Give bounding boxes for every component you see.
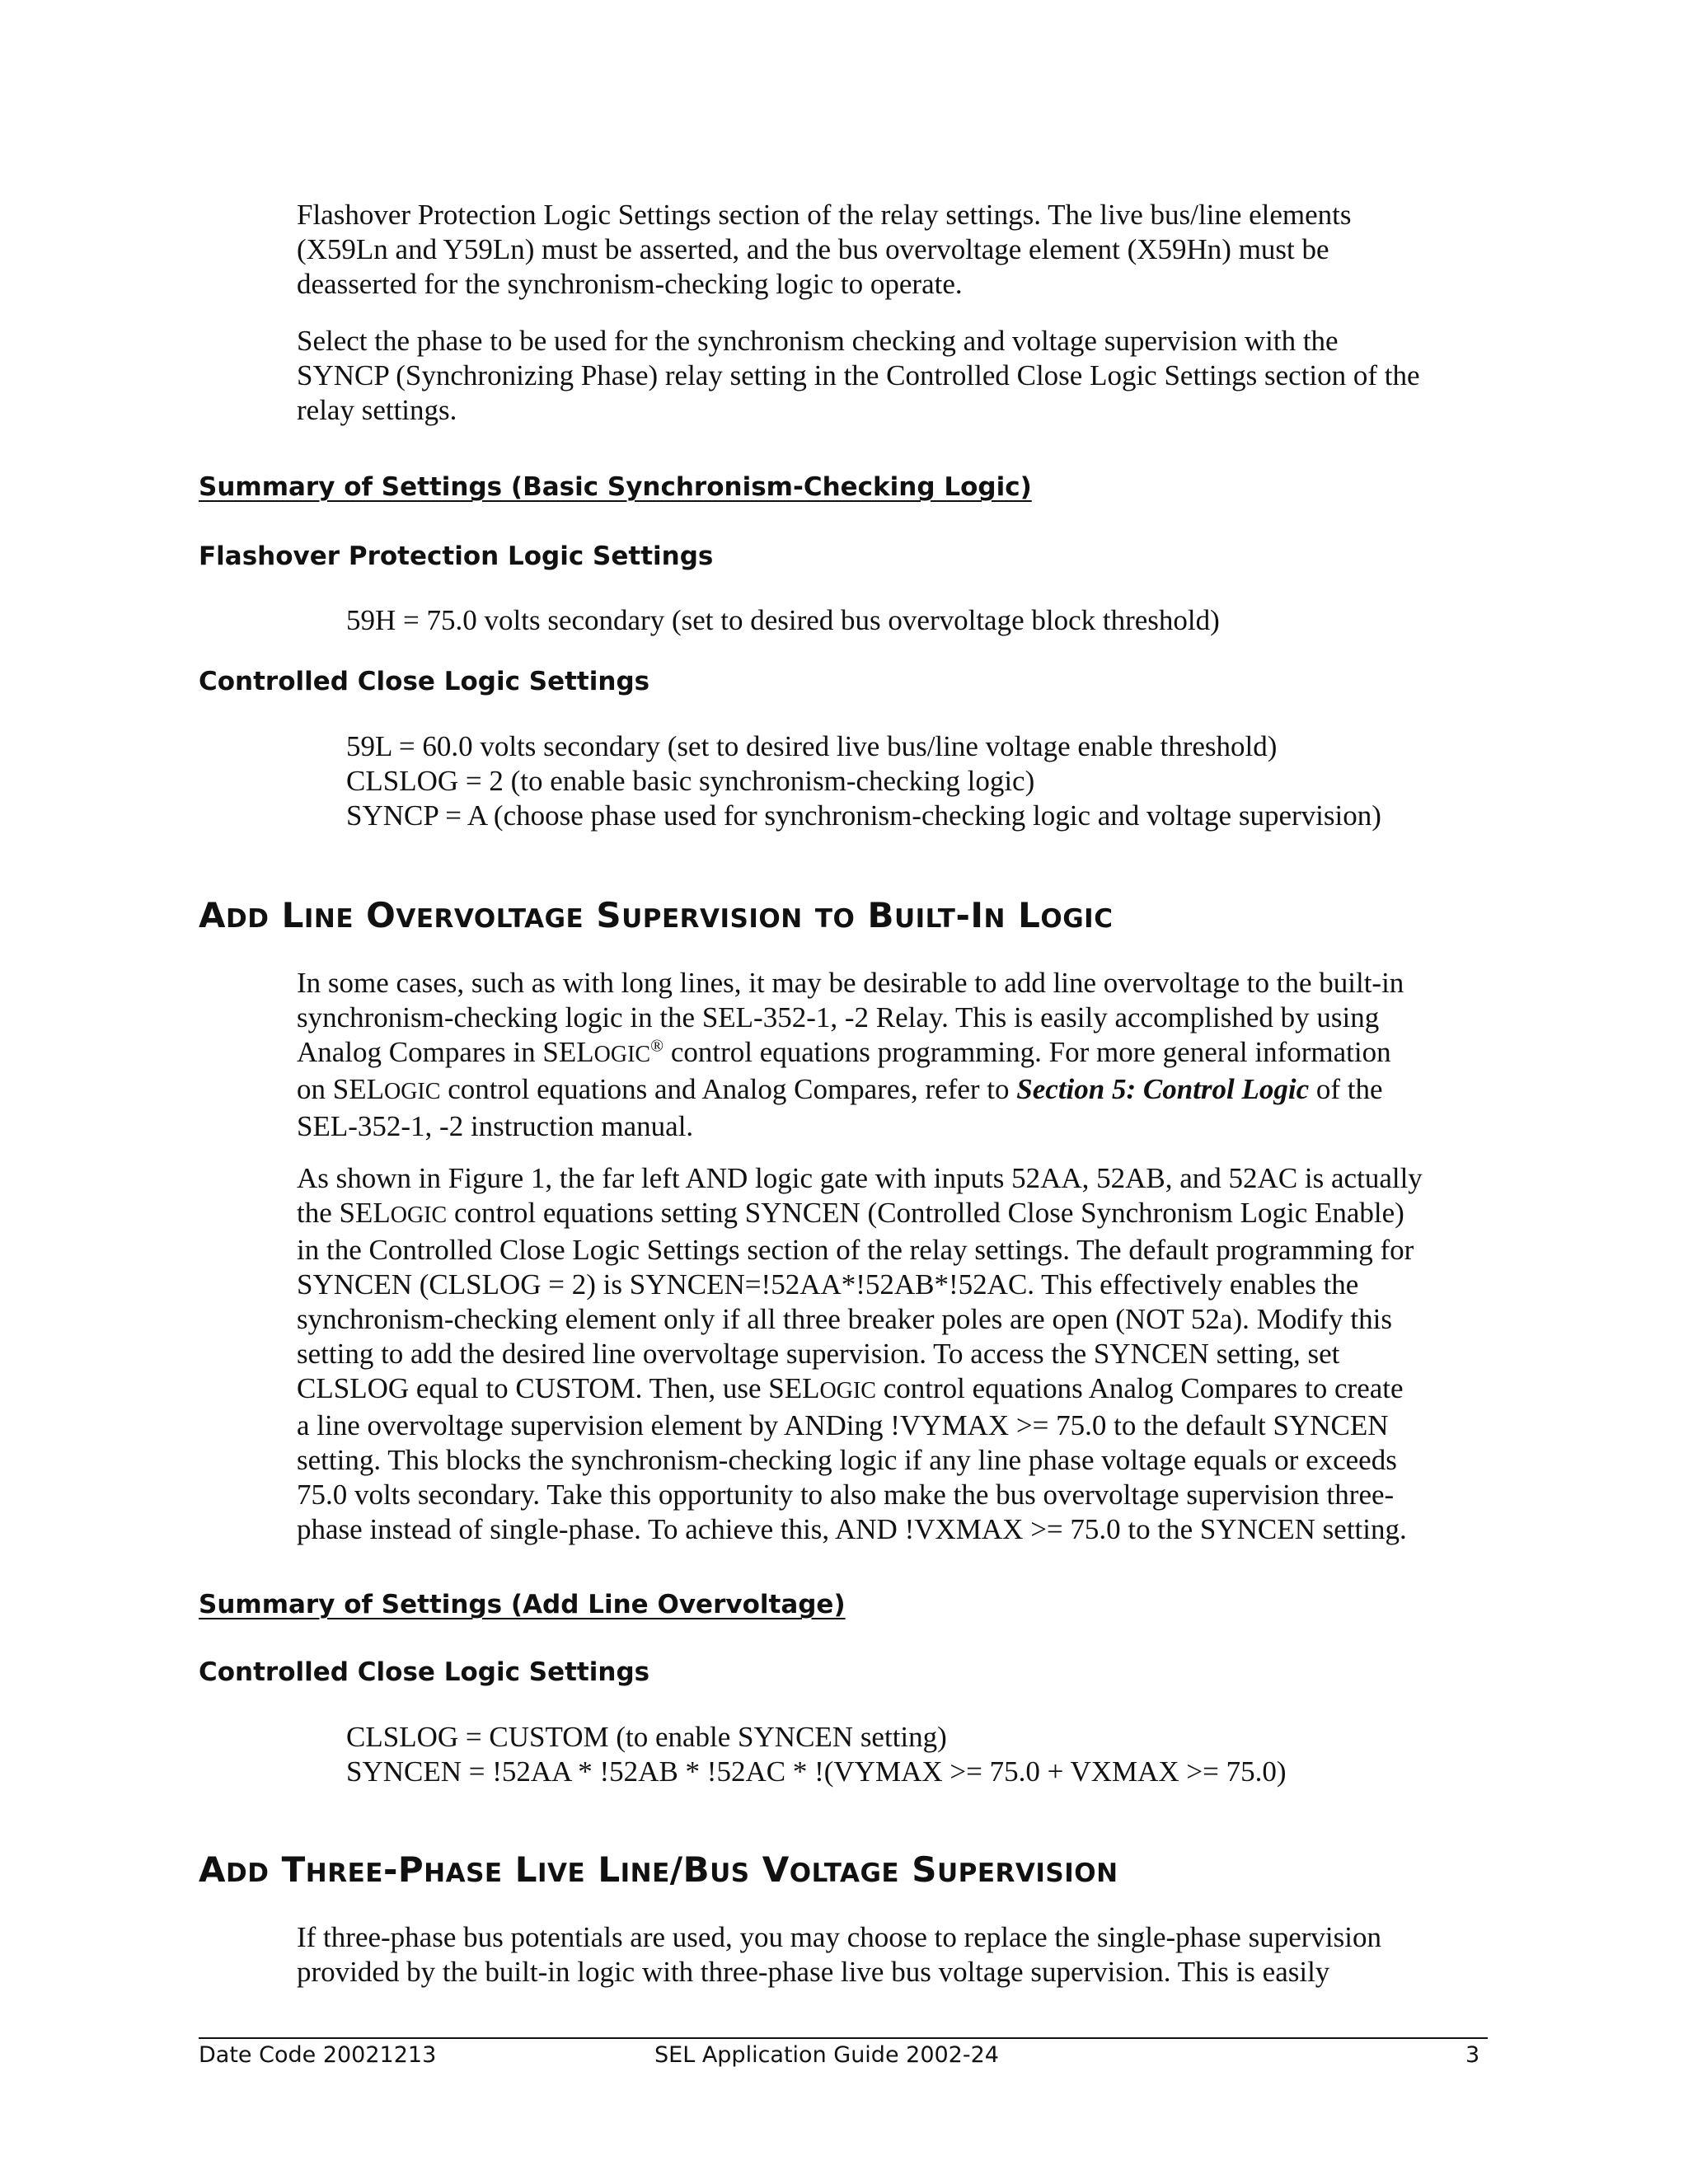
text-line: on SELOGIC control equations and Analog Compares, refer to Section 5: Control Logic of the bbox=[297, 1073, 1383, 1105]
text-line: As shown in Figure 1, the far left AND logic gate with inputs 52AA, 52AB, and 52AC is actually bbox=[297, 1162, 1423, 1194]
text-line: In some cases, such as with long lines, it may be desirable to add line overvoltage to the built-in bbox=[297, 967, 1404, 999]
text-line: setting to add the desired line overvoltage supervision. To access the SYNCEN setting, set bbox=[297, 1338, 1340, 1370]
text-line: synchronism-checking element only if all three breaker poles are open (NOT 52a). Modify this bbox=[297, 1303, 1392, 1335]
setting-line: SYNCP = A (choose phase used for synchronism-checking logic and voltage supervision) bbox=[346, 799, 1381, 832]
text-line: relay settings. bbox=[297, 394, 457, 426]
text-line: setting. This blocks the synchronism-checking logic if any line phase voltage equals or exceeds bbox=[297, 1444, 1397, 1476]
intro-paragraph-2 bbox=[297, 324, 1488, 428]
setting-line: CLSLOG = 2 (to enable basic synchronism-checking logic) bbox=[346, 765, 1035, 797]
section2-paragraph-1 bbox=[297, 1920, 1488, 1990]
text-line: Select the phase to be used for the synchronism checking and voltage supervision with the bbox=[297, 325, 1339, 357]
text-line: (X59Ln and Y59Ln) must be asserted, and the bus overvoltage element (X59Hn) must be bbox=[297, 233, 1329, 265]
section1-paragraph-2 bbox=[297, 1161, 1488, 1547]
section-heading-three-phase-supervision: ADD THREE-PHASE LIVE LINE/BUS VOLTAGE SUPERVISION bbox=[199, 1849, 1118, 1890]
controlled-close-settings-2 bbox=[346, 1720, 1500, 1789]
section1-paragraph-1 bbox=[297, 966, 1488, 1144]
text-line: synchronism-checking logic in the SEL-352-1, -2 Relay. This is easily accomplished by using bbox=[297, 1001, 1380, 1033]
text-line: in the Controlled Close Logic Settings section of the relay settings. The default programming for bbox=[297, 1234, 1414, 1266]
text-line: Flashover Protection Logic Settings section of the relay settings. The live bus/line elements bbox=[297, 199, 1352, 231]
text-line: If three-phase bus potentials are used, you may choose to replace the single-phase supervision bbox=[297, 1921, 1381, 1953]
controlled-close-heading-1: Controlled Close Logic Settings bbox=[199, 667, 650, 696]
setting-line: CLSLOG = CUSTOM (to enable SYNCEN setting) bbox=[346, 1721, 947, 1753]
text-line: CLSLOG equal to CUSTOM. Then, use SELOGIC control equations Analog Compares to create bbox=[297, 1372, 1404, 1404]
text-line: Analog Compares in SELOGIC® control equations programming. For more general information bbox=[297, 1035, 1391, 1068]
controlled-close-settings-1 bbox=[346, 729, 1500, 833]
controlled-close-heading-2: Controlled Close Logic Settings bbox=[199, 1657, 650, 1687]
summary-basic-heading: Summary of Settings (Basic Synchronism-Checking Logic) bbox=[199, 472, 1032, 502]
manual-section-reference: Section 5: Control Logic bbox=[1016, 1073, 1310, 1105]
setting-line: 59L = 60.0 volts secondary (set to desired live bus/line voltage enable threshold) bbox=[346, 730, 1278, 762]
section-heading-line-overvoltage: ADD LINE OVERVOLTAGE SUPERVISION TO BUILT-IN LOGIC bbox=[199, 895, 1114, 935]
text-line: the SELOGIC control equations setting SYNCEN (Controlled Close Synchronism Logic Enable) bbox=[297, 1197, 1404, 1229]
text-line: SYNCEN (CLSLOG = 2) is SYNCEN=!52AA*!52AB*!52AC. This effectively enables the bbox=[297, 1268, 1359, 1301]
text-line: SEL-352-1, -2 instruction manual. bbox=[297, 1110, 694, 1142]
footer-page-number: 3 bbox=[1465, 2042, 1480, 2068]
setting-line: SYNCEN = !52AA * !52AB * !52AC * !(VYMAX >= 75.0 + VXMAX >= 75.0) bbox=[346, 1755, 1287, 1788]
footer-date-code: Date Code 20021213 bbox=[199, 2042, 437, 2068]
flashover-settings-list bbox=[346, 603, 1500, 638]
intro-paragraph-1 bbox=[297, 198, 1488, 302]
text-line: 75.0 volts secondary. Take this opportunity to also make the bus overvoltage supervision three- bbox=[297, 1479, 1395, 1511]
flashover-settings-heading: Flashover Protection Logic Settings bbox=[199, 541, 714, 571]
footer-guide-title: SEL Application Guide 2002-24 bbox=[654, 2042, 999, 2068]
text-line: deasserted for the synchronism-checking logic to operate. bbox=[297, 268, 963, 300]
text-line: provided by the built-in logic with three-phase live bus voltage supervision. This is easily bbox=[297, 1956, 1330, 1988]
text-line: a line overvoltage supervision element by ANDing !VYMAX >= 75.0 to the default SYNCEN bbox=[297, 1409, 1389, 1441]
footer-divider bbox=[199, 2037, 1488, 2039]
text-line: phase instead of single-phase. To achieve this, AND !VXMAX >= 75.0 to the SYNCEN setting. bbox=[297, 1513, 1407, 1545]
summary-line-overvoltage-heading: Summary of Settings (Add Line Overvoltage) bbox=[199, 1590, 846, 1619]
text-line: SYNCP (Synchronizing Phase) relay setting in the Controlled Close Logic Settings section of the bbox=[297, 359, 1420, 391]
setting-line: 59H = 75.0 volts secondary (set to desired bus overvoltage block threshold) bbox=[346, 604, 1220, 636]
